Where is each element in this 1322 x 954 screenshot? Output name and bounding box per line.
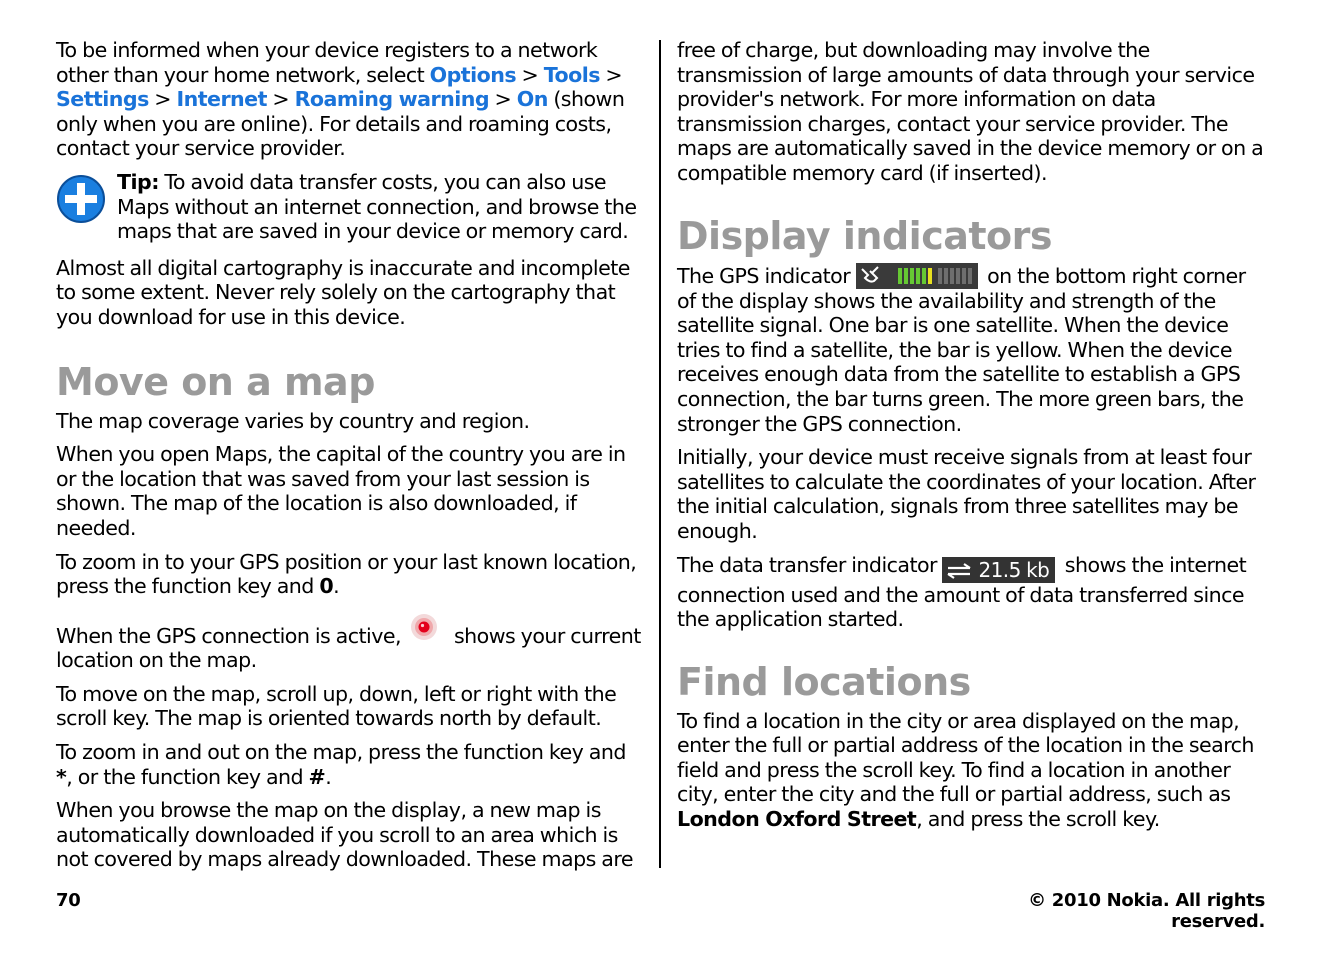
heading-display-indicators: Display indicators <box>677 213 1052 258</box>
menu-path-options: Options <box>429 62 517 87</box>
gps-position-icon <box>408 613 444 647</box>
browse-map-paragraph: When you browse the map on the display, a new map is automatically downloaded if you scroll to an area which is not covered by maps already downloaded. These maps are <box>56 798 633 872</box>
data-transfer-indicator <box>942 557 1055 583</box>
gps-indicator-paragraph: The GPS indicator on the bottom right corner of the display shows the availability and strength of the satellite signal. One bar is one satellite. When the device tries to find a satellite, the bar is yellow. When the device receives enough data from the satellite to establish a GPS connection, the bar turns green. The more green bars, the stronger the GPS connection. <box>677 263 1246 436</box>
menu-path-tools: Tools <box>543 62 600 87</box>
menu-path-on: On <box>516 87 548 112</box>
heading-find-locations: Find locations <box>677 659 971 704</box>
right-column <box>677 38 1267 841</box>
plus-circle-icon <box>56 174 106 224</box>
copyright-notice: © 2010 Nokia. All rights reserved. <box>1028 890 1265 932</box>
gps-indicator-icon <box>856 263 978 289</box>
scroll-move-paragraph: To move on the map, scroll up, down, left or right with the scroll key. The map is oriented towards north by default. <box>56 681 617 731</box>
find-location-paragraph: To find a location in the city or area displayed on the map, enter the full or partial address of the location in the search field and press the scroll key. To find a location in another city, enter the city and the full or partial address, such as London Oxford Street, and press the scroll key. <box>677 708 1254 832</box>
page-number: 70 <box>56 890 81 911</box>
coverage-paragraph: The map coverage varies by country and region. <box>56 408 530 433</box>
heading-move-on-map: Move on a map <box>56 359 375 404</box>
gps-active-paragraph: When the GPS connection is active, shows your current location on the map. <box>56 613 646 673</box>
data-transfer-paragraph: The data transfer indicator 21.5 kb shows the internet connection used and the amount of data transferred since the application started. <box>677 552 1247 632</box>
menu-path-settings: Settings <box>56 87 149 112</box>
zoom-keys-paragraph: To zoom in and out on the map, press the function key and *, or the function key and #. <box>56 740 626 789</box>
tip-label: Tip: <box>117 169 159 194</box>
data-transfer-icon <box>946 563 972 579</box>
tip-text: Tip: To avoid data transfer costs, you can also use Maps without an internet connection, and browse the maps that are saved in your device or memory card. <box>117 169 637 244</box>
roaming-paragraph: To be informed when your device registers to a network other than your home network, select Options > Tools > Settings > Internet > Roaming warning > On (shown only when you are online). For details and roaming costs, contact your service provider. <box>56 38 625 161</box>
data-transfer-amount: 21.5 kb <box>978 557 1050 582</box>
example-address: London Oxford Street <box>677 807 917 832</box>
column-divider <box>659 40 661 868</box>
key-zero: 0 <box>319 574 334 599</box>
left-column <box>56 38 646 881</box>
zoom-gps-paragraph: To zoom in to your GPS position or your last known location, press the function key and 0. <box>56 549 637 599</box>
menu-path-internet: Internet <box>176 87 267 112</box>
key-star: * <box>56 764 67 789</box>
key-hash: # <box>308 764 326 789</box>
free-of-charge-paragraph: free of charge, but downloading may involve the transmission of large amounts of data through your service provider's network. For more information on data transmission charges, contact your service provider. The maps are automatically saved in the device memory or on a compatible memory card (if inserted). <box>677 38 1264 185</box>
cartography-paragraph: Almost all digital cartography is inaccurate and incomplete to some extent. Never rely solely on the cartography that you download for use in this device. <box>56 255 630 329</box>
open-maps-paragraph: When you open Maps, the capital of the country you are in or the location that was saved from your last session is shown. The map of the location is also downloaded, if needed. <box>56 442 626 540</box>
menu-path-roaming-warning: Roaming warning <box>294 87 490 112</box>
tip-box <box>56 170 646 244</box>
four-satellites-paragraph: Initially, your device must receive signals from at least four satellites to calculate the coordinates of your location. After the initial calculation, signals from three satellites may be enough. <box>677 445 1256 543</box>
